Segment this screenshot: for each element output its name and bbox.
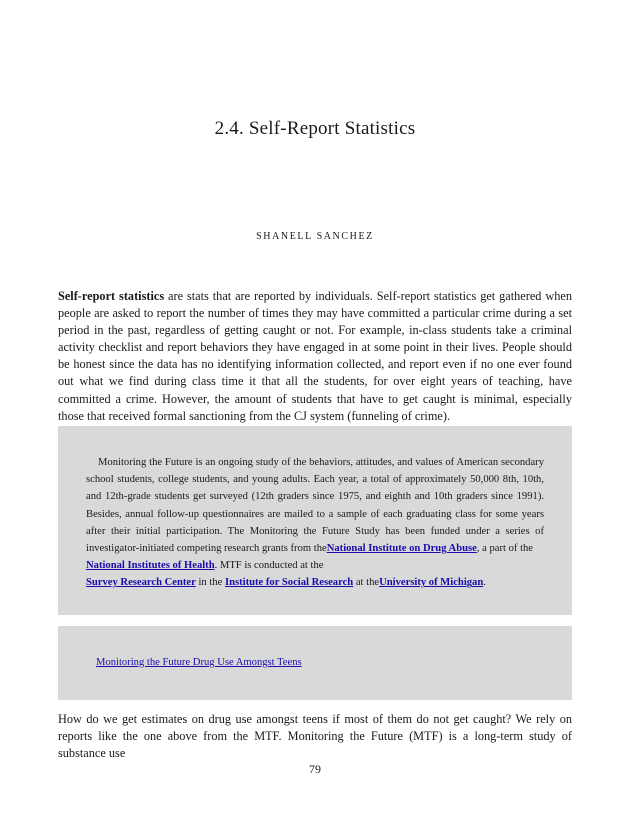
- quote-text: Monitoring the Future is an ongoing study of the behaviors, attitudes, and values of American secondary school students, college students, and young adults. Each year, a total of approximately 50,000 8th, 10th, and 12th-grade students get surveyed (12th graders since 1975, and eighth and 10th graders since 1991). Besides, annual follow-up questionnaires are mailed to a sample of each graduating class for some years after their initial participation. The Monitoring the Future Study has been funded under a series of investigator-initiated competing research grants from the: [86, 457, 544, 555]
- intro-text: are stats that are reported by individuals. Self-report statistics get gathered when people are asked to report the number of times they may have committed a particular crime during a set period in the past, regardless of getting caught or not. For example, in-class students take a criminal activity checklist and report behaviors they have engaged in at some point in their lives. People should be honest since the data has no identifying information collected, and report even if no one ever found out what we find during class time it that all the students, for over eight years of teaching, have committed a crime. However, the amount of students that have to get caught is minimal, especially those that received formal sanctioning from the CJ system (funneling of crime).: [58, 289, 573, 423]
- intro-paragraph: [58, 288, 572, 425]
- link-nida[interactable]: National Institute on Drug Abuse: [326, 543, 477, 555]
- quote-paragraph: [86, 454, 544, 592]
- quote-text-2: , a part of the: [476, 543, 534, 555]
- quote-text-4: in the: [195, 577, 225, 589]
- quote-text-3: . MTF is conducted at the: [214, 560, 324, 572]
- link-survey-research-center[interactable]: Survey Research Center: [86, 577, 196, 589]
- link-umich[interactable]: University of Michigan: [379, 577, 484, 589]
- chapter-title: 2.4. Self-Report Statistics: [214, 118, 416, 139]
- page-number: 79: [309, 762, 321, 776]
- link-nih[interactable]: National Institutes of Health: [86, 560, 215, 572]
- resource-link[interactable]: Monitoring the Future Drug Use Amongst Teens: [96, 657, 302, 668]
- link-isr[interactable]: Institute for Social Research: [224, 577, 354, 589]
- quote-text-5: at the: [353, 577, 380, 589]
- quote-text-6: .: [483, 577, 486, 589]
- author-name: SHANELL SANCHEZ: [256, 231, 374, 242]
- key-term: Self-report statistics: [58, 289, 165, 303]
- quote-box: [58, 426, 572, 615]
- resource-box: [58, 626, 572, 700]
- closing-paragraph: How do we get estimates on drug use amongst teens if most of them do not get caught? We rely on reports like the one above from the MTF. Monitoring the Future (MTF) is a long-term study of substance use: [58, 712, 572, 761]
- resource-line: [96, 654, 534, 671]
